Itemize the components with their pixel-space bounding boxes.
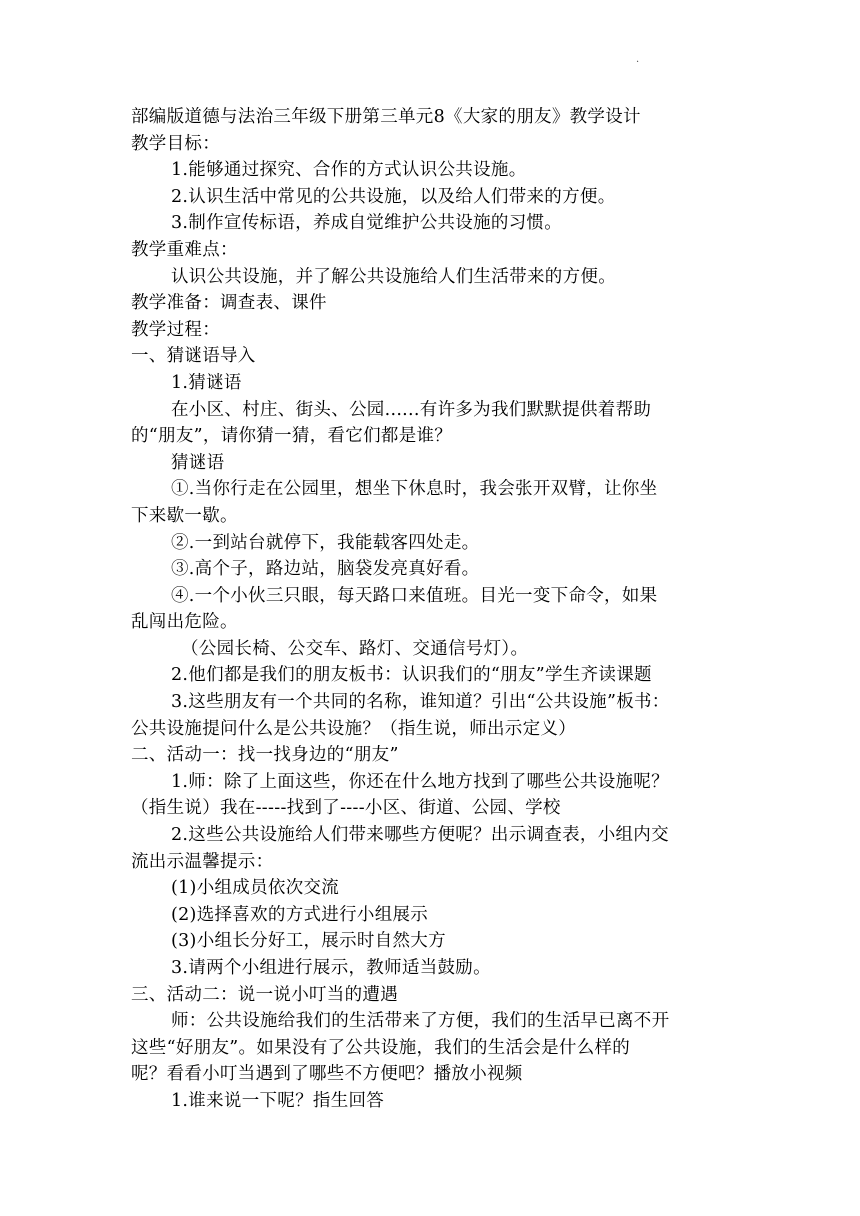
text-line: 1.师：除了上面这些，你还在什么地方找到了哪些公共设施呢？: [171, 771, 669, 792]
text-line: 二、活动一：找一找身边的“朋友”: [131, 745, 399, 766]
text-line: 部编版道德与法治三年级下册第三单元8《大家的朋友》教学设计: [131, 107, 641, 127]
text-line: 三、活动二：说一说小叮当的遭遇: [131, 984, 398, 1005]
text-line: 一、猜谜语导入: [131, 346, 256, 367]
text-line: 2.他们都是我们的朋友板书：认识我们的“朋友”学生齐读课题: [171, 665, 652, 686]
text-line: 猜谜语: [171, 452, 225, 473]
text-line: （指生说）我在-----找到了----小区、街道、公园、学校: [131, 798, 561, 819]
text-line: 师：公共设施给我们的生活带来了方便，我们的生活早已离不开: [171, 1011, 670, 1032]
text-line: 3.请两个小组进行展示，教师适当鼓励。: [171, 958, 491, 978]
text-line: ①.当你行走在公园里，想坐下休息时，我会张开双臂，让你坐: [171, 479, 658, 500]
text-line: 3.这些朋友有一个共同的名称，谁知道？引出“公共设施”板书：: [171, 692, 670, 713]
text-line: ④.一个小伙三只眼，每天路口来值班。目光一变下命令，如果: [171, 585, 658, 606]
text-line: 教学重难点：: [131, 239, 238, 260]
text-line: 流出示温馨提示：: [131, 851, 274, 872]
text-line: 呢？看看小叮当遇到了哪些不方便吧？播放小视频: [131, 1064, 523, 1085]
text-line: (1)小组成员依次交流: [171, 878, 340, 899]
text-line: 的“朋友”，请你猜一猜，看它们都是谁？: [131, 426, 453, 447]
text-line: 2.这些公共设施给人们带来哪些方便呢？出示调查表，小组内交: [171, 825, 669, 846]
text-line: 在小区、村庄、街头、公园......有许多为我们默默提供着帮助: [171, 399, 652, 420]
text-line: （公园长椅、公交车、路灯、交通信号灯）。: [181, 638, 529, 659]
text-line: 1.猜谜语: [171, 372, 242, 393]
text-line: (3)小组长分好工，展示时自然大方: [171, 931, 446, 952]
text-line: ②.一到站台就停下，我能载客四处走。: [171, 532, 480, 553]
document-body: [131, 104, 731, 1115]
text-line: 1.谁来说一下呢？指生回答: [171, 1090, 385, 1111]
text-line: 教学目标：: [131, 133, 220, 154]
text-line: 教学准备：调查表、课件: [131, 293, 327, 314]
text-line: 1.能够通过探究、合作的方式认识公共设施。: [171, 160, 527, 181]
text-line: 下来歇一歇。: [131, 505, 238, 526]
text-line: 2.认识生活中常见的公共设施，以及给人们带来的方便。: [171, 186, 616, 207]
text-line: 乱闯出危险。: [131, 612, 238, 633]
corner-mark: ·: [636, 57, 640, 68]
text-line: (2)选择喜欢的方式进行小组展示: [171, 904, 429, 925]
text-line: 公共设施提问什么是公共设施？（指生说，师出示定义）: [131, 718, 576, 739]
text-line: 认识公共设施，并了解公共设施给人们生活带来的方便。: [171, 266, 616, 287]
text-line: 这些“好朋友”。如果没有了公共设施，我们的生活会是什么样的: [131, 1037, 631, 1058]
text-line: ③.高个子，路边站，脑袋发亮真好看。: [171, 559, 480, 580]
text-line: 3.制作宣传标语，养成自觉维护公共设施的习惯。: [171, 213, 563, 234]
text-line: 教学过程：: [131, 319, 220, 340]
